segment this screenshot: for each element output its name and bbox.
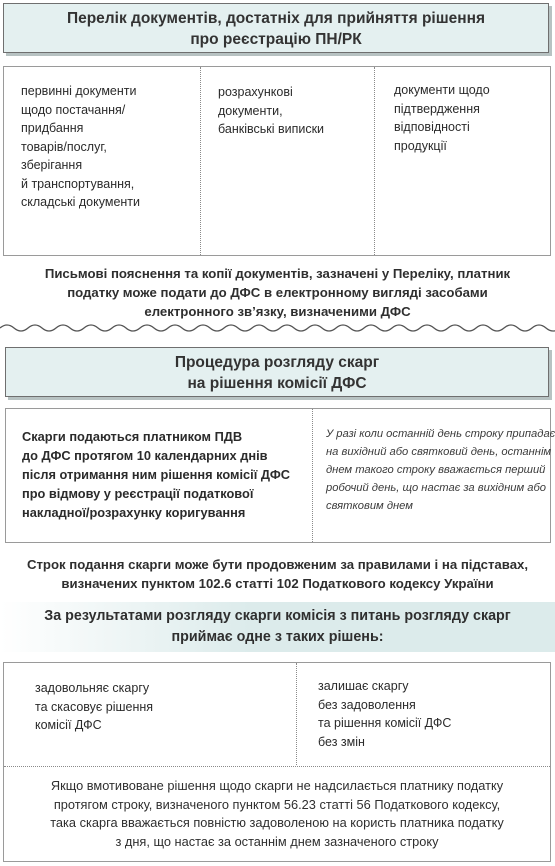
satisfy-line-2: та скасовує рішення bbox=[35, 699, 154, 714]
reject-line-2: без задоволення bbox=[318, 697, 416, 712]
holiday-line-2: на вихідний або святковий день, останнім bbox=[326, 446, 552, 458]
auto-satisfaction-note bbox=[4, 777, 550, 851]
decision-heading bbox=[0, 606, 555, 648]
section2-title-box bbox=[5, 347, 549, 397]
documents-divider-2 bbox=[374, 67, 375, 255]
primary-line-1: первинні документи bbox=[21, 84, 137, 98]
documents-divider-1 bbox=[200, 67, 201, 255]
primary-line-4: товарів/послуг, bbox=[21, 139, 107, 154]
primary-line-2: щодо постачання/ bbox=[21, 102, 126, 117]
electronic-note-line-1: Письмові пояснення та копії документів, зазначені у Переліку, платник bbox=[44, 266, 511, 281]
electronic-note-line-2: податку може подати до ДФС в електронному вигляді засобами bbox=[67, 285, 488, 300]
decision-heading-line-1: За результатами розгляду скарги комісія з питань розгляду скарг bbox=[44, 608, 511, 624]
primary-line-5: зберігання bbox=[21, 158, 83, 172]
complaint-divider bbox=[312, 409, 313, 542]
wavy-separator bbox=[0, 322, 555, 334]
extension-note bbox=[0, 555, 555, 593]
auto-note-line-3: така скарга вважається повністю задоволеною на користь платника податку bbox=[50, 815, 504, 830]
decision-satisfy bbox=[35, 679, 153, 735]
auto-note-line-2: протягом строку, визначеного пунктом 56.23 статті 56 Податкового кодексу, bbox=[53, 796, 501, 812]
satisfy-line-1: задовольняє скаргу bbox=[35, 681, 150, 695]
settlement-line-1: розрахункові bbox=[218, 85, 293, 99]
reject-line-3: та рішення комісії ДФС bbox=[318, 716, 452, 730]
deadline-holiday-rule bbox=[326, 425, 555, 515]
documents-column-primary bbox=[21, 82, 140, 212]
decision-footer-divider bbox=[4, 766, 550, 767]
satisfy-line-3: комісії ДФС bbox=[35, 718, 102, 732]
complaint-filing-rule bbox=[22, 427, 290, 522]
primary-line-3: придбання bbox=[21, 121, 84, 135]
reject-line-4: без змін bbox=[318, 734, 365, 749]
settlement-line-3: банківські виписки bbox=[218, 122, 325, 136]
extension-line-1: Строк подання скарги може бути продовженим за правилами і на підставах, bbox=[26, 557, 529, 572]
auto-note-line-1: Якщо вмотивоване рішення щодо скарги не надсилається платнику податку bbox=[50, 778, 504, 793]
filing-line-5: накладної/розрахунку коригування bbox=[22, 505, 246, 520]
section2-title-line-2: на рішення комісії ДФС bbox=[187, 375, 367, 392]
section1-title-box bbox=[3, 3, 549, 53]
extension-line-2: визначених пунктом 102.6 статті 102 Податкового кодексу України bbox=[61, 576, 494, 591]
conformity-line-2: підтвердження bbox=[394, 101, 480, 116]
section2-title-line-1: Процедура розгляду скарг bbox=[174, 354, 380, 371]
auto-note-line-4: з дня, що настає за останнім днем зазначеного строку bbox=[115, 833, 439, 849]
reject-line-1: залишає скаргу bbox=[318, 679, 409, 693]
decision-reject bbox=[318, 677, 451, 751]
decision-heading-line-2: приймає одне з таких рішень: bbox=[171, 629, 384, 645]
documents-column-conformity bbox=[394, 81, 490, 155]
conformity-line-1: документи щодо bbox=[394, 83, 490, 97]
settlement-line-2: документи, bbox=[218, 103, 283, 118]
holiday-line-5: святковим днем bbox=[326, 500, 413, 512]
electronic-note-line-3: електронного зв’язку, визначеними ДФС bbox=[144, 304, 411, 319]
section1-title-line-1: Перелік документів, достатніх для прийняття рішення bbox=[66, 10, 486, 27]
conformity-line-3: відповідності bbox=[394, 120, 470, 134]
decision-divider bbox=[296, 663, 297, 765]
holiday-line-3: днем такого строку вважається перший bbox=[326, 464, 546, 476]
holiday-line-4: робочий день, що настає за вихідним або bbox=[326, 482, 546, 494]
primary-line-7: складські документи bbox=[21, 195, 141, 209]
filing-line-1: Скарги подаються платником ПДВ bbox=[22, 429, 243, 444]
primary-line-6: й транспортування, bbox=[21, 176, 135, 191]
filing-line-3: після отримання ним рішення комісії ДФС bbox=[22, 467, 290, 482]
filing-line-2: до ДФС протягом 10 календарних днів bbox=[22, 448, 268, 463]
documents-column-settlement bbox=[218, 83, 324, 139]
section1-title-line-2: про реєстрацію ПН/РК bbox=[190, 31, 362, 48]
electronic-submission-note bbox=[0, 264, 555, 321]
conformity-line-4: продукції bbox=[394, 138, 447, 153]
filing-line-4: про відмову у реєстрації податкової bbox=[22, 486, 254, 501]
holiday-line-1: У разі коли останній день строку припадає bbox=[326, 428, 555, 440]
